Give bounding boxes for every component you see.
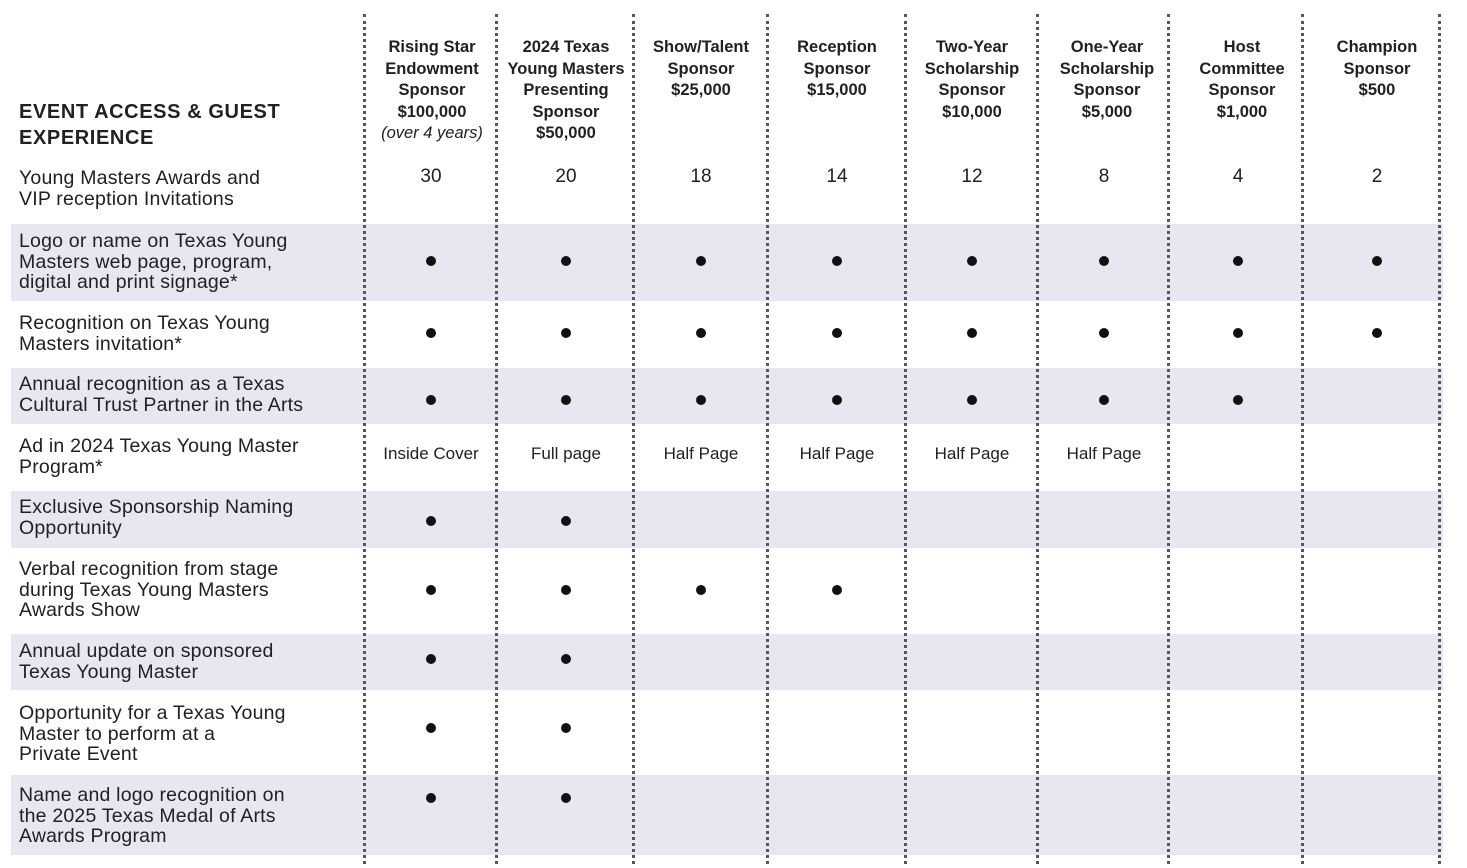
- benefit-label-line: Exclusive Sponsorship Naming: [19, 496, 294, 518]
- benefit-cell: [772, 395, 902, 405]
- tier-header-line: $15,000: [807, 81, 867, 99]
- benefit-label: [19, 313, 349, 354]
- included-bullet-icon: [426, 723, 436, 733]
- column-divider: [1036, 14, 1039, 864]
- benefit-cell: [1312, 328, 1442, 338]
- benefit-label-line: digital and print signage*: [19, 271, 238, 293]
- benefit-cell: [772, 256, 902, 266]
- benefit-cell: [636, 256, 766, 266]
- tier-header-line: Sponsor: [667, 59, 735, 78]
- benefit-cell: [907, 256, 1037, 266]
- benefit-label: [19, 231, 349, 293]
- benefit-label-line: Awards Show: [19, 599, 141, 621]
- tier-header-line: Committee: [1199, 59, 1285, 78]
- ad-size-value: Half Page: [1066, 444, 1142, 463]
- column-divider: [766, 14, 769, 864]
- benefit-label-line: Recognition on Texas Young: [19, 312, 270, 334]
- benefit-cell: [501, 166, 631, 188]
- included-bullet-icon: [1233, 328, 1243, 338]
- benefit-cell: [1039, 444, 1169, 464]
- benefit-cell: [501, 654, 631, 664]
- included-bullet-icon: [426, 395, 436, 405]
- included-bullet-icon: [426, 585, 436, 595]
- tier-header: [357, 37, 507, 145]
- table-corner-title: EVENT ACCESS & GUEST EXPERIENCE: [19, 101, 281, 149]
- tier-header-line: $50,000: [536, 124, 596, 142]
- column-divider: [904, 14, 907, 864]
- tier-header-line: Host: [1223, 38, 1261, 56]
- benefit-label-line: Masters web page, program,: [19, 250, 273, 273]
- benefit-cell: [772, 328, 902, 338]
- invitation-count: 12: [961, 166, 983, 187]
- column-divider: [1301, 14, 1304, 864]
- tier-header-line: Show/Talent: [653, 38, 749, 56]
- invitation-count: 20: [555, 166, 577, 187]
- column-divider: [1167, 14, 1170, 864]
- invitation-count: 14: [826, 166, 848, 187]
- tier-header-line: $10,000: [942, 102, 1002, 121]
- included-bullet-icon: [561, 654, 571, 664]
- ad-size-value: Full page: [531, 444, 601, 463]
- ad-size-value: Inside Cover: [383, 444, 479, 463]
- tier-header-line: Sponsor: [803, 59, 871, 78]
- included-bullet-icon: [561, 793, 571, 803]
- benefit-cell: [501, 723, 631, 733]
- benefit-cell: [1312, 256, 1442, 266]
- ad-size-value: Half Page: [799, 444, 875, 463]
- included-bullet-icon: [832, 585, 842, 595]
- included-bullet-icon: [1372, 328, 1382, 338]
- benefit-cell: [501, 793, 631, 803]
- included-bullet-icon: [426, 793, 436, 803]
- included-bullet-icon: [967, 256, 977, 266]
- benefit-cell: [366, 328, 496, 338]
- benefit-label: [19, 785, 349, 847]
- included-bullet-icon: [561, 395, 571, 405]
- benefit-cell: [501, 444, 631, 464]
- benefit-label: [19, 641, 349, 682]
- benefit-cell: [501, 395, 631, 405]
- tier-header-line: Young Masters: [507, 59, 625, 78]
- benefit-label-line: Texas Young Master: [19, 660, 199, 683]
- benefit-label: [19, 703, 349, 765]
- tier-header: [626, 37, 776, 102]
- benefit-label-line: during Texas Young Masters: [19, 578, 269, 601]
- benefit-label-line: Masters invitation*: [19, 332, 183, 355]
- included-bullet-icon: [1099, 328, 1109, 338]
- benefit-cell: [501, 256, 631, 266]
- tier-header-line: $5,000: [1081, 102, 1133, 121]
- tier-header-line: Sponsor: [1343, 59, 1411, 78]
- benefit-label-line: Opportunity: [19, 516, 123, 539]
- included-bullet-icon: [1099, 256, 1109, 266]
- benefit-cell: [1039, 395, 1169, 405]
- tier-header-line: Sponsor: [938, 81, 1006, 99]
- benefit-label-line: Private Event: [19, 743, 138, 765]
- benefit-cell: [366, 395, 496, 405]
- benefit-label-line: Annual update on sponsored: [19, 640, 274, 662]
- benefit-label-line: Cultural Trust Partner in the Arts: [19, 393, 304, 416]
- benefit-cell: [772, 585, 902, 595]
- benefit-cell: [1173, 328, 1303, 338]
- ad-size-value: Half Page: [934, 444, 1010, 463]
- benefit-cell: [1173, 256, 1303, 266]
- benefit-label: [19, 374, 349, 415]
- benefit-cell: [501, 328, 631, 338]
- tier-header-line: $25,000: [671, 81, 731, 99]
- tier-header-line: Scholarship: [1059, 59, 1155, 78]
- benefit-cell: [366, 444, 496, 464]
- benefit-cell: [501, 516, 631, 526]
- tier-header-line: $1,000: [1216, 102, 1268, 121]
- invitation-count: 30: [420, 166, 442, 187]
- tier-header-line: One-Year: [1070, 38, 1144, 56]
- included-bullet-icon: [832, 395, 842, 405]
- benefit-cell: [1312, 166, 1442, 188]
- benefit-cell: [636, 395, 766, 405]
- benefit-label-line: Verbal recognition from stage: [19, 558, 279, 580]
- benefit-label: [19, 436, 349, 477]
- benefit-cell: [1173, 166, 1303, 188]
- benefit-cell: [366, 585, 496, 595]
- included-bullet-icon: [561, 328, 571, 338]
- tier-header-line: Sponsor: [398, 81, 466, 99]
- benefit-cell: [907, 444, 1037, 464]
- benefit-cell: [1039, 166, 1169, 188]
- included-bullet-icon: [1233, 256, 1243, 266]
- tier-header: [1167, 37, 1317, 123]
- benefit-label-line: Annual recognition as a Texas: [19, 373, 285, 395]
- tier-header-line: 2024 Texas: [522, 38, 610, 56]
- benefit-label-line: Name and logo recognition on: [19, 784, 285, 806]
- included-bullet-icon: [561, 723, 571, 733]
- tier-header-line: $500: [1358, 81, 1396, 99]
- benefit-label-line: Master to perform at a: [19, 722, 216, 745]
- included-bullet-icon: [561, 585, 571, 595]
- benefit-label: [19, 168, 349, 209]
- benefit-cell: [366, 793, 496, 803]
- included-bullet-icon: [426, 516, 436, 526]
- included-bullet-icon: [832, 328, 842, 338]
- benefit-cell: [907, 166, 1037, 188]
- included-bullet-icon: [832, 256, 842, 266]
- benefit-label-line: Ad in 2024 Texas Young Master: [19, 435, 299, 457]
- benefit-cell: [501, 585, 631, 595]
- benefit-cell: [1173, 395, 1303, 405]
- benefit-label-line: Young Masters Awards and: [19, 167, 261, 189]
- tier-header-line: Scholarship: [924, 59, 1020, 78]
- column-divider: [1438, 14, 1441, 864]
- included-bullet-icon: [1233, 395, 1243, 405]
- benefit-cell: [772, 166, 902, 188]
- benefit-label-line: Opportunity for a Texas Young: [19, 702, 286, 724]
- included-bullet-icon: [426, 256, 436, 266]
- tier-header-line: Rising Star: [388, 38, 476, 56]
- benefit-cell: [366, 256, 496, 266]
- benefit-label: [19, 497, 349, 538]
- tier-header-line: Two-Year: [935, 38, 1009, 56]
- invitation-count: 8: [1098, 166, 1110, 187]
- tier-header-line: Reception: [797, 38, 877, 56]
- included-bullet-icon: [696, 256, 706, 266]
- invitation-count: 4: [1232, 166, 1244, 187]
- benefit-cell: [636, 585, 766, 595]
- tier-header-line: Presenting: [523, 81, 609, 99]
- included-bullet-icon: [1099, 395, 1109, 405]
- included-bullet-icon: [967, 395, 977, 405]
- ad-size-value: Half Page: [663, 444, 739, 463]
- tier-header-line: $100,000: [397, 102, 467, 121]
- included-bullet-icon: [696, 328, 706, 338]
- benefit-label-line: VIP reception Invitations: [19, 187, 234, 210]
- benefit-cell: [907, 328, 1037, 338]
- benefit-cell: [366, 654, 496, 664]
- tier-header: [897, 37, 1047, 123]
- benefit-cell: [636, 166, 766, 188]
- tier-header: [491, 37, 641, 145]
- benefit-label: [19, 559, 349, 621]
- tier-header: [762, 37, 912, 102]
- tier-header-line: Sponsor: [1208, 81, 1276, 99]
- included-bullet-icon: [561, 256, 571, 266]
- benefit-cell: [366, 516, 496, 526]
- benefit-cell: [636, 328, 766, 338]
- benefit-label-line: the 2025 Texas Medal of Arts: [19, 804, 276, 827]
- benefit-label-line: Logo or name on Texas Young: [19, 230, 288, 252]
- included-bullet-icon: [696, 395, 706, 405]
- tier-header: [1032, 37, 1182, 123]
- invitation-count: 2: [1371, 166, 1383, 187]
- included-bullet-icon: [1372, 256, 1382, 266]
- tier-header-line: Champion: [1336, 38, 1418, 56]
- tier-header: [1302, 37, 1452, 102]
- benefit-cell: [636, 444, 766, 464]
- benefit-cell: [772, 444, 902, 464]
- tier-header-line: Endowment: [385, 59, 479, 78]
- included-bullet-icon: [426, 328, 436, 338]
- tier-header-line: Sponsor: [1073, 81, 1141, 99]
- benefit-cell: [366, 723, 496, 733]
- benefit-cell: [907, 395, 1037, 405]
- included-bullet-icon: [967, 328, 977, 338]
- benefit-label-line: Program*: [19, 455, 103, 478]
- benefit-cell: [366, 166, 496, 188]
- tier-header-note: (over 4 years): [381, 124, 483, 142]
- included-bullet-icon: [561, 516, 571, 526]
- included-bullet-icon: [426, 654, 436, 664]
- benefit-label-line: Awards Program: [19, 825, 167, 847]
- benefit-cell: [1039, 256, 1169, 266]
- benefit-cell: [1039, 328, 1169, 338]
- included-bullet-icon: [696, 585, 706, 595]
- invitation-count: 18: [690, 166, 712, 187]
- tier-header-line: Sponsor: [532, 102, 600, 121]
